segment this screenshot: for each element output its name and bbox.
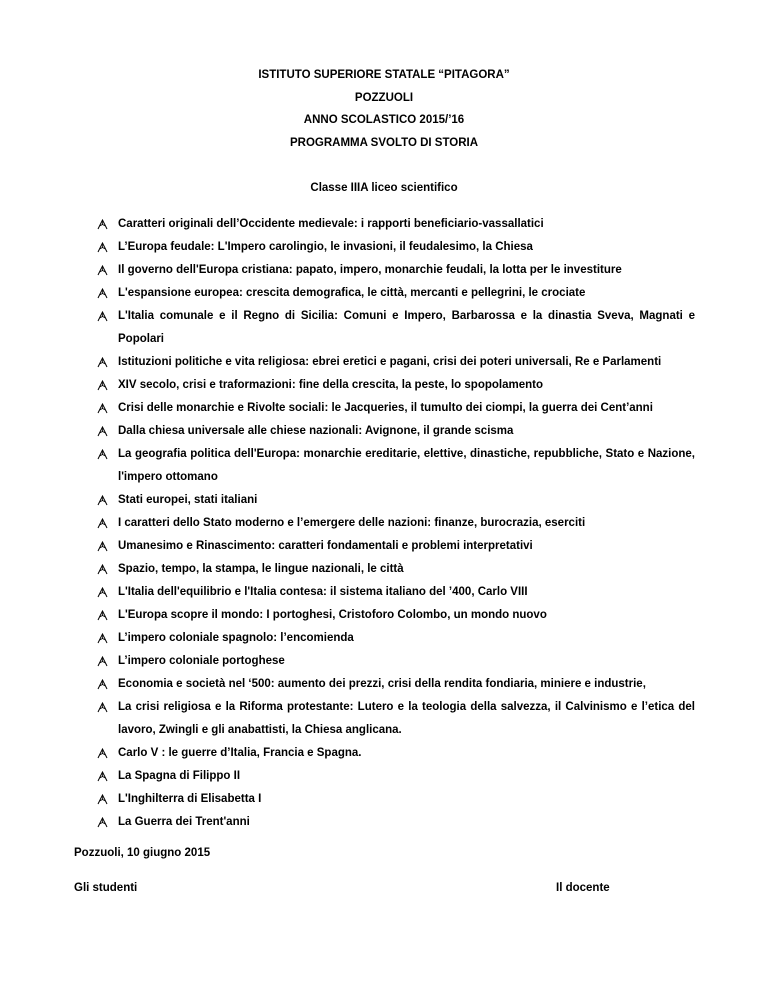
list-item bbox=[97, 742, 695, 765]
pen-nib-icon bbox=[97, 696, 109, 719]
topic-text: Caratteri originali dell’Occidente medievale: i rapporti beneficiario-vassallatici bbox=[118, 218, 544, 230]
topic-text: Crisi delle monarchie e Rivolte sociali: le Jacqueries, il tumulto dei ciompi, la guerra dei Cent’anni bbox=[118, 402, 653, 414]
pen-nib-icon bbox=[97, 788, 109, 811]
pen-nib-icon bbox=[97, 282, 109, 305]
class-label: Classe IIIA liceo scientifico bbox=[310, 182, 458, 194]
topic-text: Il governo dell'Europa cristiana: papato, impero, monarchie feudali, la lotta per le investiture bbox=[118, 264, 622, 276]
students-signature-label: Gli studenti bbox=[74, 882, 138, 894]
topic-text: I caratteri dello Stato moderno e l’emergere delle nazioni: finanze, burocrazia, eserciti bbox=[118, 517, 586, 529]
pen-nib-icon bbox=[97, 604, 109, 627]
topic-text: Spazio, tempo, la stampa, le lingue nazionali, le città bbox=[118, 563, 404, 575]
list-item bbox=[97, 351, 695, 374]
pen-nib-icon bbox=[97, 811, 109, 834]
topic-text: XIV secolo, crisi e traformazioni: fine della crescita, la peste, lo spopolamento bbox=[118, 379, 543, 391]
topic-text: L'Italia dell'equilibrio e l'Italia contesa: il sistema italiano del ’400, Carlo VIII bbox=[118, 586, 528, 598]
list-item bbox=[97, 374, 695, 397]
school-name: ISTITUTO SUPERIORE STATALE “PITAGORA” bbox=[258, 69, 510, 81]
list-item bbox=[97, 259, 695, 282]
topic-text: L’impero coloniale portoghese bbox=[118, 655, 285, 667]
topic-text: L'Europa scopre il mondo: I portoghesi, Cristoforo Colombo, un mondo nuovo bbox=[118, 609, 547, 621]
topic-text: Umanesimo e Rinascimento: caratteri fondamentali e problemi interpretativi bbox=[118, 540, 533, 552]
pen-nib-icon bbox=[97, 650, 109, 673]
pen-nib-icon bbox=[97, 558, 109, 581]
list-item bbox=[97, 420, 695, 443]
list-item bbox=[97, 627, 695, 650]
topic-text: La crisi religiosa e la Riforma protestante: Lutero e la teologia della salvezza, il Calvinismo e l’etica del lavoro, Zwingli e gli anabattisti, la Chiesa anglicana. bbox=[118, 701, 695, 736]
topic-text: La Spagna di Filippo II bbox=[118, 770, 241, 782]
pen-nib-icon bbox=[97, 581, 109, 604]
list-item bbox=[97, 811, 695, 834]
pen-nib-icon bbox=[97, 213, 109, 236]
pen-nib-icon bbox=[97, 673, 109, 696]
pen-nib-icon bbox=[97, 489, 109, 512]
list-item bbox=[97, 765, 695, 788]
pen-nib-icon bbox=[97, 765, 109, 788]
list-item bbox=[97, 213, 695, 236]
topic-text: L'espansione europea: crescita demografica, le città, mercanti e pellegrini, le crociate bbox=[118, 287, 586, 299]
list-item bbox=[97, 673, 695, 696]
list-item bbox=[97, 512, 695, 535]
pen-nib-icon bbox=[97, 397, 109, 420]
topic-text: L'Inghilterra di Elisabetta I bbox=[118, 793, 262, 805]
document-header bbox=[0, 64, 768, 154]
pen-nib-icon bbox=[97, 535, 109, 558]
pen-nib-icon bbox=[97, 627, 109, 650]
topic-text: Dalla chiesa universale alle chiese nazionali: Avignone, il grande scisma bbox=[118, 425, 514, 437]
pen-nib-icon bbox=[97, 259, 109, 282]
list-item bbox=[97, 397, 695, 420]
list-item bbox=[97, 305, 695, 351]
teacher-signature-label: Il docente bbox=[556, 882, 610, 894]
list-item bbox=[97, 236, 695, 259]
topic-text: L’Europa feudale: L'Impero carolingio, le invasioni, il feudalesimo, la Chiesa bbox=[118, 241, 533, 253]
pen-nib-icon bbox=[97, 305, 109, 328]
list-item bbox=[97, 443, 695, 489]
topic-text: Istituzioni politiche e vita religiosa: ebrei eretici e pagani, crisi dei poteri universali, Re e Parlamenti bbox=[118, 356, 662, 368]
list-item bbox=[97, 282, 695, 305]
list-item bbox=[97, 535, 695, 558]
list-item bbox=[97, 788, 695, 811]
school-city: POZZUOLI bbox=[354, 91, 414, 104]
topic-text: La Guerra dei Trent'anni bbox=[118, 816, 250, 828]
list-item bbox=[97, 604, 695, 627]
list-item bbox=[97, 558, 695, 581]
topic-text: La geografia politica dell'Europa: monarchie ereditarie, elettive, dinastiche, repubbliche, Stato e Nazione, l'impero ottomano bbox=[118, 448, 695, 483]
topic-text: Stati europei, stati italiani bbox=[118, 494, 258, 506]
list-item bbox=[97, 650, 695, 673]
pen-nib-icon bbox=[97, 351, 109, 374]
list-item bbox=[97, 581, 695, 604]
pen-nib-icon bbox=[97, 742, 109, 765]
topics-list bbox=[97, 213, 695, 834]
pen-nib-icon bbox=[97, 443, 109, 466]
pen-nib-icon bbox=[97, 420, 109, 443]
topic-text: L'Italia comunale e il Regno di Sicilia: Comuni e Impero, Barbarossa e la dinastia Sveva, Magnati e Popolari bbox=[118, 310, 695, 345]
school-year: ANNO SCOLASTICO 2015/’16 bbox=[303, 114, 465, 126]
program-title: PROGRAMMA SVOLTO DI STORIA bbox=[289, 136, 479, 149]
topic-text: Carlo V : le guerre d’Italia, Francia e Spagna. bbox=[118, 747, 362, 759]
pen-nib-icon bbox=[97, 512, 109, 535]
topic-text: L’impero coloniale spagnolo: l’encomienda bbox=[118, 632, 354, 644]
place-date: Pozzuoli, 10 giugno 2015 bbox=[74, 847, 211, 859]
list-item bbox=[97, 489, 695, 512]
pen-nib-icon bbox=[97, 374, 109, 397]
pen-nib-icon bbox=[97, 236, 109, 259]
topic-text: Economia e società nel ‘500: aumento dei prezzi, crisi della rendita fondiaria, miniere e industrie, bbox=[118, 678, 646, 690]
list-item bbox=[97, 696, 695, 742]
